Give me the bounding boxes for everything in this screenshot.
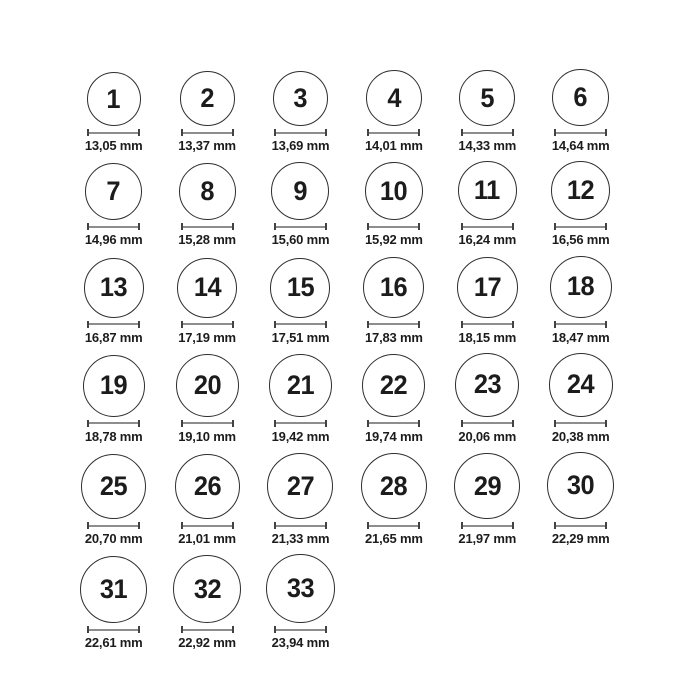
measure-tick-left bbox=[461, 129, 463, 136]
diameter-label: 19,42 mm bbox=[271, 428, 330, 444]
ring-size-cell bbox=[347, 354, 440, 444]
measure-tick-left bbox=[461, 522, 463, 529]
measure-tick-left bbox=[461, 321, 463, 328]
measure-tick-right bbox=[138, 223, 140, 230]
ring-size-number: 26 bbox=[193, 471, 221, 502]
diameter-measure-line bbox=[461, 522, 514, 529]
measure-bar bbox=[87, 226, 140, 228]
ring-size-number: 12 bbox=[566, 175, 595, 206]
ring-size-number: 4 bbox=[387, 82, 401, 113]
ring-size-cell bbox=[160, 454, 253, 546]
diameter-measure-line bbox=[274, 321, 327, 328]
ring-size-cell bbox=[67, 258, 160, 345]
ring-size-cell bbox=[441, 70, 534, 153]
ring-size-cell bbox=[534, 353, 627, 444]
measure-tick-left bbox=[181, 626, 183, 633]
diameter-label: 14,96 mm bbox=[84, 232, 143, 248]
ring-size-number: 5 bbox=[480, 82, 495, 113]
ring-size-row bbox=[67, 452, 700, 546]
ring-circle bbox=[84, 258, 144, 318]
diameter-label: 20,06 mm bbox=[458, 428, 517, 444]
ring-size-cell bbox=[160, 258, 253, 345]
diameter-label: 20,70 mm bbox=[84, 531, 143, 547]
diameter-label: 15,60 mm bbox=[271, 232, 330, 248]
diameter-label: 22,61 mm bbox=[84, 635, 143, 651]
diameter-label: 14,33 mm bbox=[458, 138, 517, 153]
measure-bar bbox=[554, 226, 607, 228]
ring-size-cell bbox=[254, 354, 347, 444]
measure-bar bbox=[87, 422, 140, 424]
ring-circle bbox=[80, 556, 147, 623]
diameter-measure-line bbox=[274, 223, 327, 230]
diameter-measure-line bbox=[181, 129, 234, 136]
diameter-measure-line bbox=[181, 420, 234, 427]
diameter-measure-line bbox=[367, 420, 420, 427]
ring-circle bbox=[175, 454, 240, 519]
measure-tick-right bbox=[138, 321, 140, 328]
measure-tick-right bbox=[605, 420, 607, 427]
ring-size-cell bbox=[534, 256, 627, 345]
ring-circle bbox=[549, 353, 613, 417]
measure-tick-right bbox=[418, 522, 420, 529]
diameter-measure-line bbox=[554, 420, 607, 427]
diameter-label: 17,83 mm bbox=[365, 329, 423, 345]
ring-size-number: 25 bbox=[100, 471, 128, 502]
measure-tick-left bbox=[87, 223, 89, 230]
measure-tick-right bbox=[232, 223, 234, 230]
measure-bar bbox=[274, 323, 327, 325]
ring-size-cell bbox=[254, 258, 347, 345]
measure-tick-right bbox=[605, 522, 607, 529]
measure-tick-right bbox=[325, 420, 327, 427]
ring-size-cell bbox=[534, 452, 627, 546]
measure-bar bbox=[367, 422, 420, 424]
ring-circle bbox=[361, 453, 427, 519]
diameter-label: 16,87 mm bbox=[84, 329, 143, 345]
diameter-label: 13,37 mm bbox=[178, 138, 236, 153]
measure-tick-left bbox=[554, 129, 556, 136]
ring-size-row bbox=[67, 69, 700, 153]
diameter-label: 21,33 mm bbox=[271, 531, 330, 547]
measure-tick-right bbox=[418, 129, 420, 136]
diameter-label: 18,47 mm bbox=[551, 329, 610, 345]
ring-circle bbox=[550, 256, 612, 318]
measure-bar bbox=[461, 132, 514, 134]
ring-size-cell bbox=[347, 453, 440, 546]
ring-size-number: 9 bbox=[293, 175, 308, 206]
ring-size-row bbox=[67, 256, 700, 345]
ring-circle bbox=[179, 163, 236, 220]
diameter-measure-line bbox=[181, 522, 234, 529]
diameter-measure-line bbox=[87, 129, 140, 136]
ring-size-number: 24 bbox=[566, 369, 595, 400]
measure-bar bbox=[461, 422, 514, 424]
diameter-measure-line bbox=[367, 522, 420, 529]
measure-bar bbox=[181, 422, 234, 424]
ring-circle bbox=[173, 555, 241, 623]
measure-tick-left bbox=[554, 321, 556, 328]
diameter-label: 19,10 mm bbox=[178, 428, 236, 444]
diameter-label: 21,01 mm bbox=[178, 531, 236, 547]
diameter-label: 18,15 mm bbox=[458, 329, 517, 345]
measure-tick-right bbox=[325, 223, 327, 230]
ring-circle bbox=[267, 453, 333, 519]
diameter-measure-line bbox=[87, 522, 140, 529]
ring-circle bbox=[552, 69, 609, 126]
measure-tick-left bbox=[274, 626, 276, 633]
measure-tick-right bbox=[512, 223, 514, 230]
diameter-label: 15,28 mm bbox=[178, 232, 236, 248]
measure-bar bbox=[181, 629, 234, 631]
ring-size-number: 13 bbox=[100, 272, 128, 303]
measure-tick-right bbox=[418, 321, 420, 328]
measure-tick-right bbox=[325, 129, 327, 136]
measure-bar bbox=[367, 226, 420, 228]
diameter-label: 15,92 mm bbox=[365, 232, 423, 248]
ring-size-number: 2 bbox=[200, 83, 214, 113]
diameter-measure-line bbox=[274, 129, 327, 136]
diameter-measure-line bbox=[554, 522, 607, 529]
diameter-label: 13,69 mm bbox=[271, 138, 330, 153]
measure-tick-right bbox=[325, 522, 327, 529]
ring-size-row bbox=[67, 554, 700, 650]
diameter-measure-line bbox=[274, 420, 327, 427]
diameter-measure-line bbox=[461, 420, 514, 427]
measure-bar bbox=[181, 525, 234, 527]
ring-size-number: 16 bbox=[380, 271, 408, 302]
ring-size-cell bbox=[441, 353, 534, 444]
ring-size-cell bbox=[254, 162, 347, 247]
ring-circle bbox=[363, 257, 424, 318]
measure-bar bbox=[554, 132, 607, 134]
measure-tick-left bbox=[274, 321, 276, 328]
measure-tick-right bbox=[605, 223, 607, 230]
measure-tick-right bbox=[512, 522, 514, 529]
ring-size-number: 19 bbox=[100, 370, 128, 401]
ring-size-number: 3 bbox=[293, 83, 308, 113]
measure-bar bbox=[461, 226, 514, 228]
diameter-label: 17,19 mm bbox=[178, 329, 236, 345]
diameter-measure-line bbox=[87, 223, 140, 230]
measure-bar bbox=[554, 525, 607, 527]
measure-tick-left bbox=[367, 129, 369, 136]
measure-tick-left bbox=[367, 321, 369, 328]
ring-circle bbox=[81, 454, 146, 519]
measure-tick-left bbox=[367, 420, 369, 427]
ring-size-cell bbox=[160, 354, 253, 444]
measure-tick-left bbox=[367, 522, 369, 529]
measure-tick-left bbox=[181, 129, 183, 136]
measure-bar bbox=[87, 132, 140, 134]
ring-size-cell bbox=[534, 69, 627, 153]
measure-tick-left bbox=[181, 223, 183, 230]
ring-circle bbox=[366, 70, 422, 126]
measure-tick-right bbox=[232, 129, 234, 136]
measure-tick-left bbox=[367, 223, 369, 230]
measure-tick-right bbox=[605, 321, 607, 328]
measure-tick-left bbox=[87, 420, 89, 427]
measure-tick-right bbox=[605, 129, 607, 136]
measure-tick-left bbox=[274, 420, 276, 427]
diameter-label: 18,78 mm bbox=[84, 428, 143, 444]
measure-bar bbox=[461, 323, 514, 325]
ring-size-cell bbox=[254, 453, 347, 546]
diameter-measure-line bbox=[461, 321, 514, 328]
ring-circle bbox=[180, 71, 235, 126]
ring-size-number: 20 bbox=[193, 369, 221, 400]
ring-circle bbox=[271, 162, 329, 220]
diameter-measure-line bbox=[87, 626, 140, 633]
measure-tick-left bbox=[274, 129, 276, 136]
ring-size-cell bbox=[67, 454, 160, 546]
measure-tick-left bbox=[87, 129, 89, 136]
measure-tick-right bbox=[232, 420, 234, 427]
ring-size-number: 17 bbox=[473, 271, 501, 302]
ring-size-number: 21 bbox=[286, 369, 315, 400]
ring-size-cell bbox=[534, 161, 627, 247]
ring-circle bbox=[83, 355, 145, 417]
ring-size-number: 30 bbox=[566, 470, 595, 501]
diameter-measure-line bbox=[461, 129, 514, 136]
ring-size-cell bbox=[254, 71, 347, 153]
measure-tick-left bbox=[181, 420, 183, 427]
measure-bar bbox=[274, 525, 327, 527]
measure-bar bbox=[87, 525, 140, 527]
measure-tick-right bbox=[138, 522, 140, 529]
diameter-label: 21,97 mm bbox=[458, 531, 517, 547]
measure-tick-left bbox=[554, 522, 556, 529]
diameter-measure-line bbox=[274, 522, 327, 529]
ring-size-cell bbox=[160, 163, 253, 247]
diameter-label: 16,56 mm bbox=[551, 232, 610, 248]
diameter-measure-line bbox=[367, 129, 420, 136]
measure-tick-right bbox=[325, 321, 327, 328]
ring-circle bbox=[551, 161, 610, 220]
ring-circle bbox=[176, 354, 239, 417]
measure-tick-right bbox=[138, 420, 140, 427]
ring-size-number: 22 bbox=[380, 369, 408, 400]
ring-circle bbox=[455, 353, 519, 417]
diameter-label: 17,51 mm bbox=[271, 329, 330, 345]
ring-size-number: 23 bbox=[473, 369, 501, 400]
ring-circle bbox=[547, 452, 614, 519]
ring-size-number: 14 bbox=[193, 272, 221, 303]
diameter-label: 20,38 mm bbox=[551, 428, 610, 444]
measure-tick-left bbox=[87, 626, 89, 633]
measure-tick-left bbox=[274, 223, 276, 230]
diameter-measure-line bbox=[181, 626, 234, 633]
ring-circle bbox=[457, 257, 518, 318]
ring-size-number: 31 bbox=[100, 574, 128, 605]
ring-size-number: 28 bbox=[380, 470, 408, 501]
measure-tick-right bbox=[418, 420, 420, 427]
ring-size-cell bbox=[254, 554, 347, 650]
ring-size-number: 1 bbox=[106, 83, 121, 114]
ring-size-number: 32 bbox=[193, 573, 221, 604]
ring-size-row bbox=[67, 161, 700, 247]
diameter-label: 14,01 mm bbox=[365, 138, 423, 153]
ring-circle bbox=[458, 161, 517, 220]
ring-size-cell bbox=[67, 72, 160, 153]
diameter-label: 23,94 mm bbox=[271, 635, 330, 651]
ring-size-number: 27 bbox=[286, 470, 315, 501]
measure-bar bbox=[87, 323, 140, 325]
ring-size-number: 10 bbox=[380, 175, 408, 206]
measure-bar bbox=[181, 226, 234, 228]
measure-bar bbox=[461, 525, 514, 527]
diameter-measure-line bbox=[554, 223, 607, 230]
ring-circle bbox=[87, 72, 141, 126]
ring-size-number: 33 bbox=[286, 573, 315, 604]
measure-tick-left bbox=[461, 420, 463, 427]
diameter-measure-line bbox=[181, 321, 234, 328]
measure-tick-left bbox=[87, 321, 89, 328]
ring-size-cell bbox=[347, 70, 440, 153]
measure-tick-right bbox=[512, 420, 514, 427]
measure-tick-right bbox=[512, 129, 514, 136]
ring-size-cell bbox=[160, 555, 253, 650]
measure-bar bbox=[181, 132, 234, 134]
measure-bar bbox=[367, 132, 420, 134]
ring-circle bbox=[270, 258, 330, 318]
ring-size-cell bbox=[67, 556, 160, 650]
ring-circle bbox=[459, 70, 515, 126]
ring-circle bbox=[362, 354, 425, 417]
diameter-label: 22,92 mm bbox=[178, 635, 236, 651]
diameter-measure-line bbox=[367, 223, 420, 230]
measure-tick-right bbox=[138, 129, 140, 136]
ring-size-number: 11 bbox=[474, 175, 501, 206]
measure-tick-right bbox=[232, 522, 234, 529]
diameter-measure-line bbox=[554, 321, 607, 328]
measure-bar bbox=[554, 422, 607, 424]
ring-circle bbox=[177, 258, 237, 318]
diameter-measure-line bbox=[367, 321, 420, 328]
ring-circle bbox=[273, 71, 328, 126]
measure-tick-left bbox=[554, 223, 556, 230]
measure-tick-left bbox=[87, 522, 89, 529]
diameter-label: 22,29 mm bbox=[551, 531, 610, 547]
ring-size-number: 15 bbox=[286, 272, 315, 303]
measure-bar bbox=[367, 323, 420, 325]
ring-size-number: 6 bbox=[573, 82, 588, 112]
ring-circle bbox=[454, 453, 520, 519]
measure-tick-left bbox=[461, 223, 463, 230]
ring-circle bbox=[85, 163, 142, 220]
measure-bar bbox=[181, 323, 234, 325]
ring-size-cell bbox=[160, 71, 253, 153]
diameter-measure-line bbox=[554, 129, 607, 136]
diameter-label: 13,05 mm bbox=[84, 138, 143, 153]
ring-size-number: 18 bbox=[566, 271, 595, 302]
measure-tick-right bbox=[138, 626, 140, 633]
ring-size-cell bbox=[441, 161, 534, 247]
ring-size-number: 29 bbox=[473, 470, 501, 501]
measure-tick-left bbox=[181, 522, 183, 529]
measure-tick-right bbox=[232, 321, 234, 328]
measure-tick-left bbox=[274, 522, 276, 529]
diameter-label: 21,65 mm bbox=[365, 531, 423, 547]
measure-bar bbox=[274, 226, 327, 228]
ring-size-row bbox=[67, 353, 700, 444]
ring-circle bbox=[266, 554, 335, 623]
measure-tick-left bbox=[554, 420, 556, 427]
measure-bar bbox=[274, 629, 327, 631]
diameter-measure-line bbox=[274, 626, 327, 633]
measure-bar bbox=[87, 629, 140, 631]
ring-size-number: 8 bbox=[200, 176, 214, 207]
measure-tick-right bbox=[512, 321, 514, 328]
diameter-label: 19,74 mm bbox=[365, 428, 423, 444]
measure-bar bbox=[554, 323, 607, 325]
measure-bar bbox=[367, 525, 420, 527]
ring-size-cell bbox=[347, 162, 440, 247]
diameter-measure-line bbox=[461, 223, 514, 230]
measure-bar bbox=[274, 422, 327, 424]
measure-tick-right bbox=[232, 626, 234, 633]
ring-size-number: 7 bbox=[106, 176, 121, 207]
ring-size-cell bbox=[347, 257, 440, 345]
ring-size-cell bbox=[441, 257, 534, 345]
measure-tick-left bbox=[181, 321, 183, 328]
measure-tick-right bbox=[325, 626, 327, 633]
measure-tick-right bbox=[418, 223, 420, 230]
measure-bar bbox=[274, 132, 327, 134]
diameter-measure-line bbox=[87, 420, 140, 427]
ring-circle bbox=[269, 354, 332, 417]
diameter-measure-line bbox=[181, 223, 234, 230]
ring-size-cell bbox=[67, 163, 160, 247]
ring-circle bbox=[365, 162, 423, 220]
ring-size-cell bbox=[441, 453, 534, 546]
diameter-label: 14,64 mm bbox=[551, 138, 610, 153]
diameter-measure-line bbox=[87, 321, 140, 328]
diameter-label: 16,24 mm bbox=[458, 232, 517, 248]
ring-size-cell bbox=[67, 355, 160, 444]
